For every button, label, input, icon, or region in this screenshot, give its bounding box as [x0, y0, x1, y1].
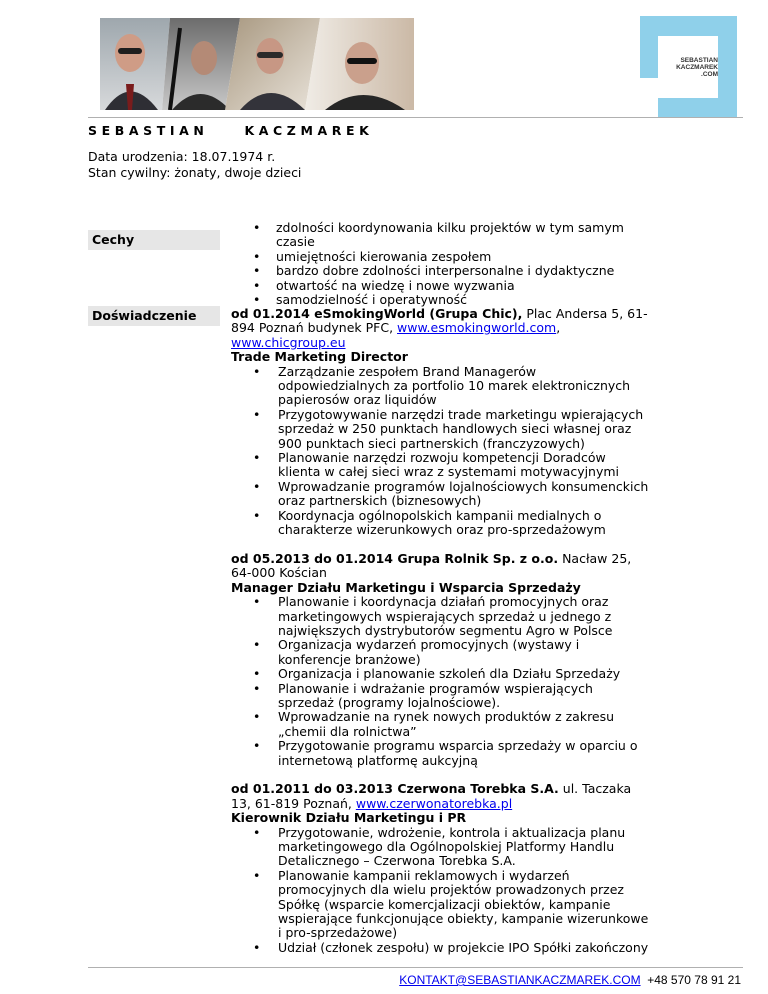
list-item: • Wprowadzanie na rynek nowych produktów z zakresu „chemii dla rolnictwa”	[231, 710, 651, 739]
list-item: • Przygotowanie, wdrożenie, kontrola i aktualizacja planu marketingowego dla Ogólnopolskiej Platformy Handlu Detalicznego – Czerwona Torebka S.A.	[231, 826, 651, 869]
list-item: • Planowanie kampanii reklamowych i wydarzeń promocyjnych dla wielu projektów prowadzonych przez Spółkę (wsparcie komercjalizacji obiektów, kampanie wspierające funkcjonujące obiekty, kampanie wizerunkowe i pro-sprzedażowe)	[231, 869, 651, 941]
list-item: • Wprowadzanie programów lojalnościowych konsumenckich oraz partnerskich (biznesowych)	[231, 480, 651, 509]
list-item: • Organizacja i planowanie szkoleń dla Działu Sprzedaży	[231, 667, 651, 681]
logo-mark	[640, 16, 737, 118]
job-address: Plac Andersa 5, 61-894 Poznań budynek PFC,	[231, 306, 648, 336]
list-item: • zdolności koordynowania kilku projektów w tym samym czasie	[231, 221, 651, 250]
company-link[interactable]: www.czerwonatorebka.pl	[355, 795, 513, 811]
list-item: • Zarządzanie zespołem Brand Managerów odpowiedzialnych za portfolio 10 marek elektronicznych papierosów oraz liquidów	[231, 365, 651, 408]
section-label-cechy: Cechy	[88, 230, 220, 250]
section-label-experience: Doświadczenie	[88, 306, 220, 326]
contact-email-link[interactable]: KONTAKT@SEBASTIANKACZMAREK.COM	[399, 973, 641, 987]
logo-text-first: SEBASTIAN	[680, 57, 718, 64]
list-item: • umiejętności kierowania zespołem	[231, 250, 651, 264]
job-title: Manager Działu Marketingu i Wsparcia Sprzedaży	[231, 579, 581, 595]
footer-contact	[399, 973, 741, 987]
first-name: SEBASTIAN	[88, 123, 209, 138]
company-link[interactable]: www.esmokingworld.com	[397, 320, 557, 336]
full-name	[88, 123, 373, 138]
job-entry	[231, 782, 651, 955]
photo-banner	[100, 18, 414, 110]
job-heading	[231, 552, 651, 581]
marital-status: Stan cywilny: żonaty, dwoje dzieci	[88, 165, 302, 180]
job-address: Nacław 25, 64-000 Kościan	[231, 550, 632, 581]
job-title: Kierownik Działu Marketingu i PR	[231, 810, 467, 826]
job-heading	[231, 782, 651, 811]
last-name: KACZMAREK	[244, 123, 374, 138]
portrait-photos	[100, 18, 414, 110]
footer-divider	[88, 967, 743, 968]
company-link[interactable]: www.chicgroup.eu	[231, 334, 346, 350]
list-item: • otwartość na wiedzę i nowe wyzwania	[231, 279, 651, 293]
cechy-list	[231, 221, 651, 307]
list-item: • Planowanie narzędzi rozwoju kompetencji Doradców klienta w całej sieci wraz z systemami motywacyjnymi	[231, 451, 651, 480]
job-period-company: od 01.2014 eSmokingWorld (Grupa Chic),	[231, 306, 523, 321]
list-item: • Udział (członek zespołu) w projekcie IPO Spółki zakończony	[231, 941, 651, 955]
list-item: • Planowanie i koordynacja działań promocyjnych oraz marketingowych wspierających sprzedaż u jednego z największych dystrybutorów segmentu Agro w Polsce	[231, 595, 651, 638]
list-item: • Planowanie i wdrażanie programów wspierających sprzedaż (programy lojalnościowe).	[231, 682, 651, 711]
list-item: • Przygotowanie programu wsparcia sprzedaży w oparciu o internetową platformę aukcyjną	[231, 739, 651, 768]
header-divider	[88, 117, 743, 118]
list-item: • Przygotowywanie narzędzi trade marketingu wpierających sprzedaż w 250 punktach handlowych sieci własnej oraz 900 punktach sieci partnerskich (franczyzowych)	[231, 408, 651, 451]
job-period-company: od 05.2013 do 01.2014 Grupa Rolnik Sp. z o.o.	[231, 550, 559, 566]
logo-text-last: KACZMAREK	[676, 64, 718, 71]
list-item: • Organizacja wydarzeń promocyjnych (wystawy i konferencje branżowe)	[231, 638, 651, 667]
job-entry	[231, 307, 651, 538]
logo-text-com: .COM	[701, 71, 718, 78]
job-entry	[231, 552, 651, 768]
link-separator: ,	[556, 320, 561, 336]
list-item: • Koordynacja ogólnopolskich kampanii medialnych o charakterze wizerunkowych oraz pro-sprzedażowym	[231, 509, 651, 538]
birth-date: Data urodzenia: 18.07.1974 r.	[88, 149, 276, 164]
list-item: • bardzo dobre zdolności interpersonalne i dydaktyczne	[231, 264, 651, 278]
experience-list	[231, 307, 651, 955]
list-item: • samodzielność i operatywność	[231, 293, 651, 307]
contact-phone: +48 570 78 91 21	[647, 973, 741, 987]
brand-logo	[640, 16, 737, 118]
job-address: ul. Taczaka 13, 61-819 Poznań,	[231, 781, 632, 811]
job-title: Trade Marketing Director	[231, 349, 408, 365]
job-period-company: od 01.2011 do 03.2013 Czerwona Torebka S.A.	[231, 781, 559, 797]
job-heading	[231, 307, 651, 350]
